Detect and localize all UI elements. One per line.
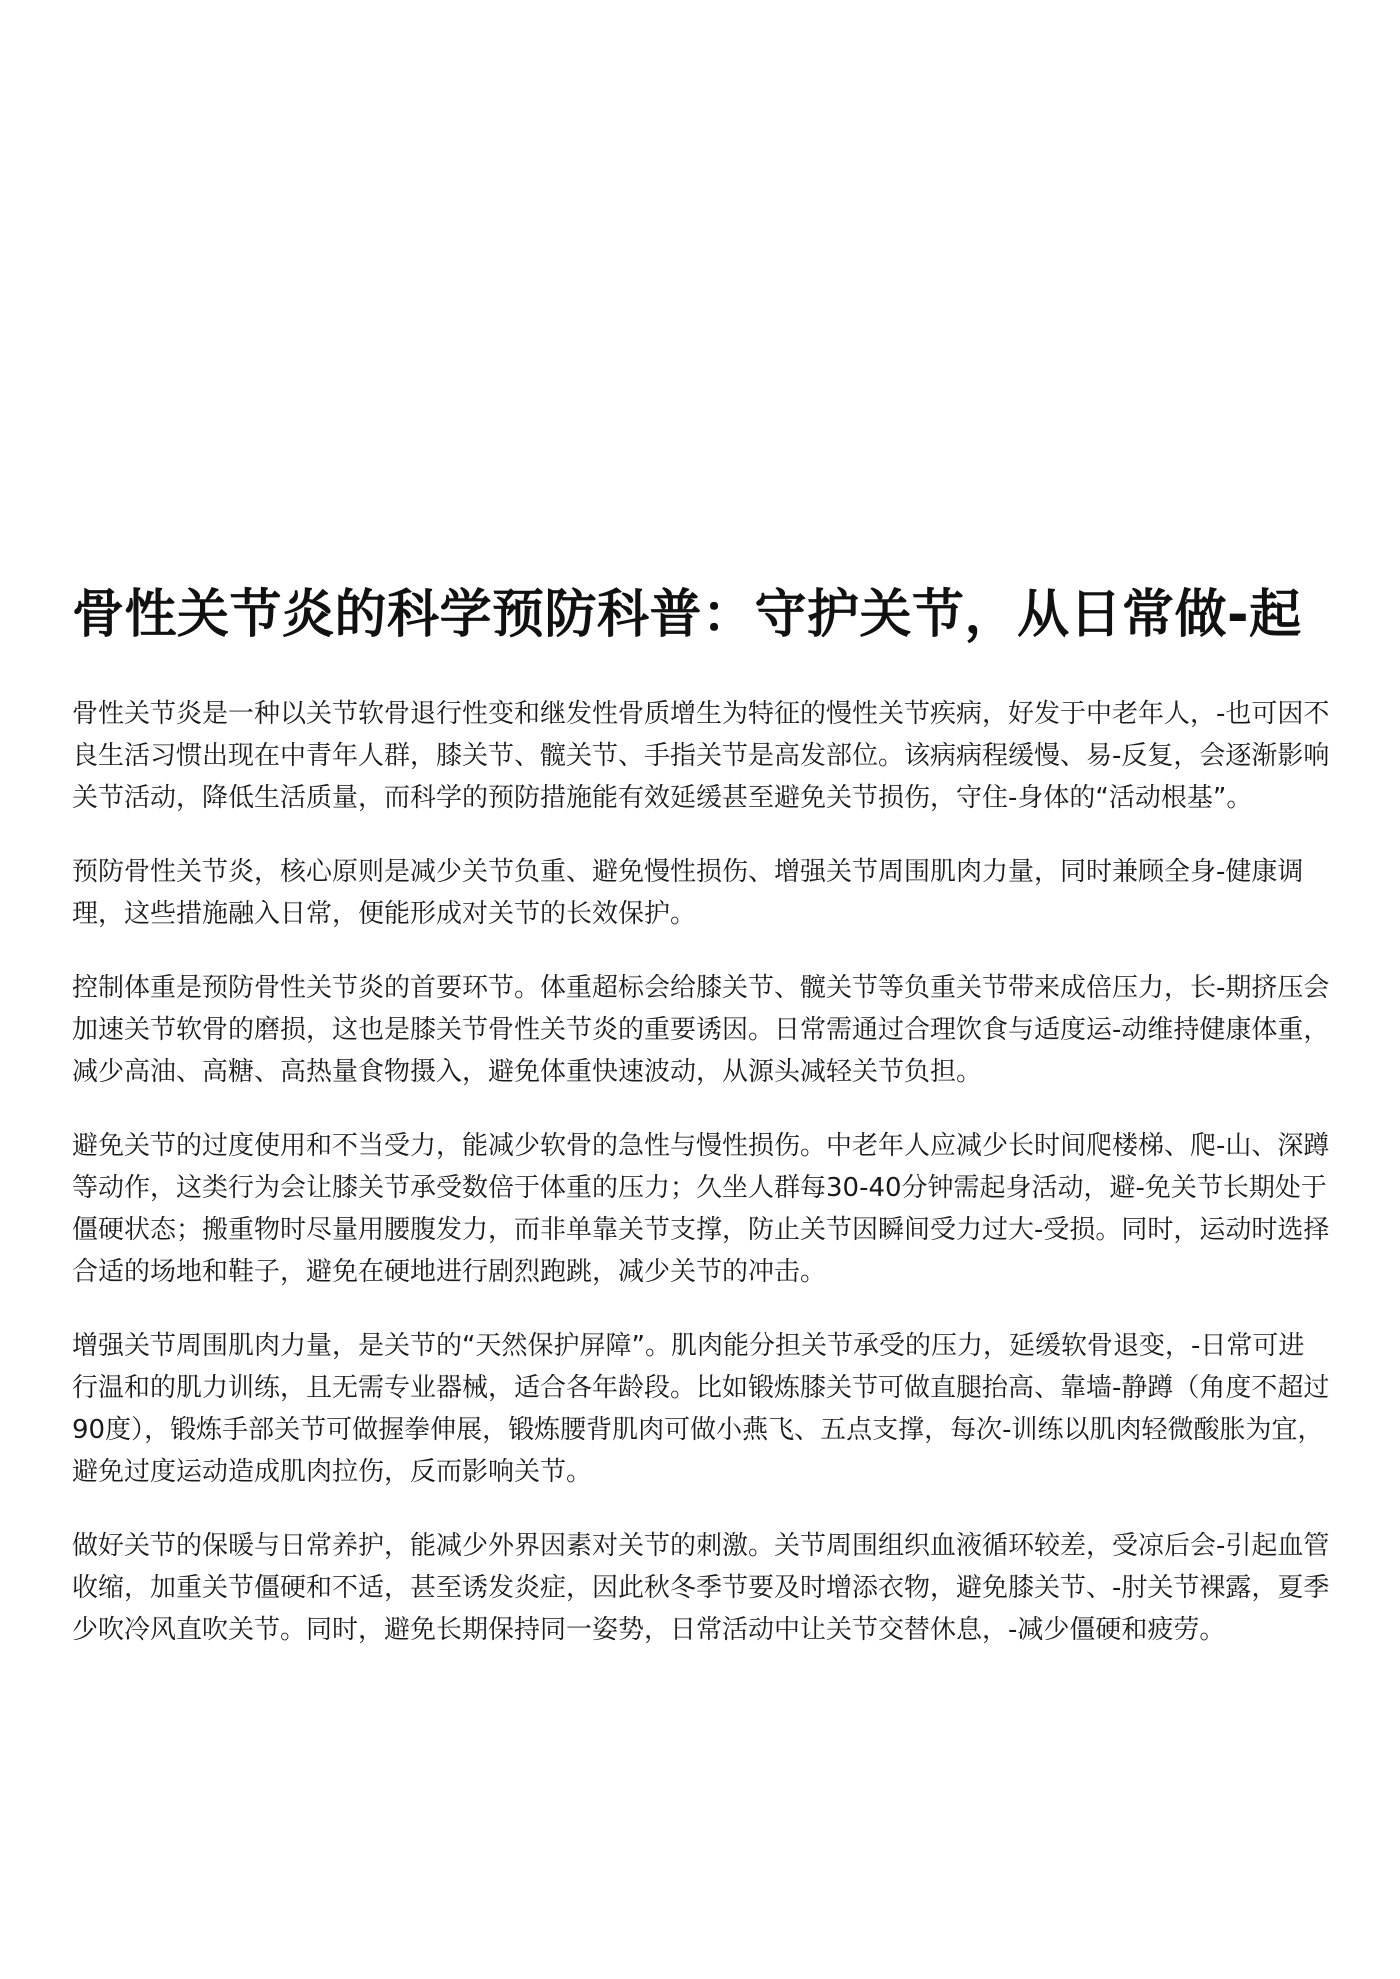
paragraph-warmth-care: 做好关节的保暖与日常养护，能减少外界因素对关节的刺激。关节周围组织血液循环较差，受凉后会-引起血管收缩，加重关节僵硬和不适，甚至诱发炎症，因此秋冬季节要及时增添衣物，避免膝关节、-肘关节裸露，夏季少吹冷风直吹关节。同时，避免长期保持同一姿势，日常活动中让关节交替休息，-减少僵硬和疲劳。 — [72, 1531, 1330, 1645]
paragraph-muscle-strength: 增强关节周围肌肉力量，是关节的“天然保护屏障”。肌肉能分担关节承受的压力，延缓软骨退变，-日常可进行温和的肌力训练，且无需专业器械，适合各年龄段。比如锻炼膝关节可做直腿抬高、靠墙-静蹲（角度不超过90度），锻炼手部关节可做握拳伸展，锻炼腰背肌肉可做小燕飞、五点支撑，每次-训练以肌肉轻微酸胀为宜，避免过度运动造成肌肉拉伤，反而影响关节。 — [72, 1331, 1330, 1487]
paragraph-core-principle: 预防骨性关节炎，核心原则是减少关节负重、避免慢性损伤、增强关节周围肌肉力量，同时兼顾全身-健康调理，这些措施融入日常，便能形成对关节的长效保护。 — [72, 857, 1304, 929]
paragraph-avoid-overuse: 避免关节的过度使用和不当受力，能减少软骨的急性与慢性损伤。中老年人应减少长时间爬楼梯、爬-山、深蹲等动作，这类行为会让膝关节承受数倍于体重的压力；久坐人群每30-40分钟需起身活动，避-免关节长期处于僵硬状态；搬重物时尽量用腰腹发力，而非单靠关节支撑，防止关节因瞬间受力过大-受损。同时，运动时选择合适的场地和鞋子，避免在硬地进行剧烈跑跳，减少关节的冲击。 — [72, 1131, 1330, 1287]
paragraph-weight-control: 控制体重是预防骨性关节炎的首要环节。体重超标会给膝关节、髋关节等负重关节带来成倍压力，长-期挤压会加速关节软骨的磨损，这也是膝关节骨性关节炎的重要诱因。日常需通过合理饮食与适度运-动维持健康体重，减少高油、高糖、高热量食物摄入，避免体重快速波动，从源头减轻关节负担。 — [72, 973, 1330, 1087]
article — [72, 575, 1330, 1683]
article-title: 骨性关节炎的科学预防科普：守护关节，从日常做-起 — [72, 585, 1302, 645]
paragraph-intro: 骨性关节炎是一种以关节软骨退行性变和继发性骨质增生为特征的慢性关节疾病，好发于中老年人，-也可因不良生活习惯出现在中青年人群，膝关节、髋关节、手指关节是高发部位。该病病程缓慢、易-反复，会逐渐影响关节活动，降低生活质量，而科学的预防措施能有效延缓甚至避免关节损伤，守住-身体的“活动根基”。 — [72, 699, 1330, 813]
